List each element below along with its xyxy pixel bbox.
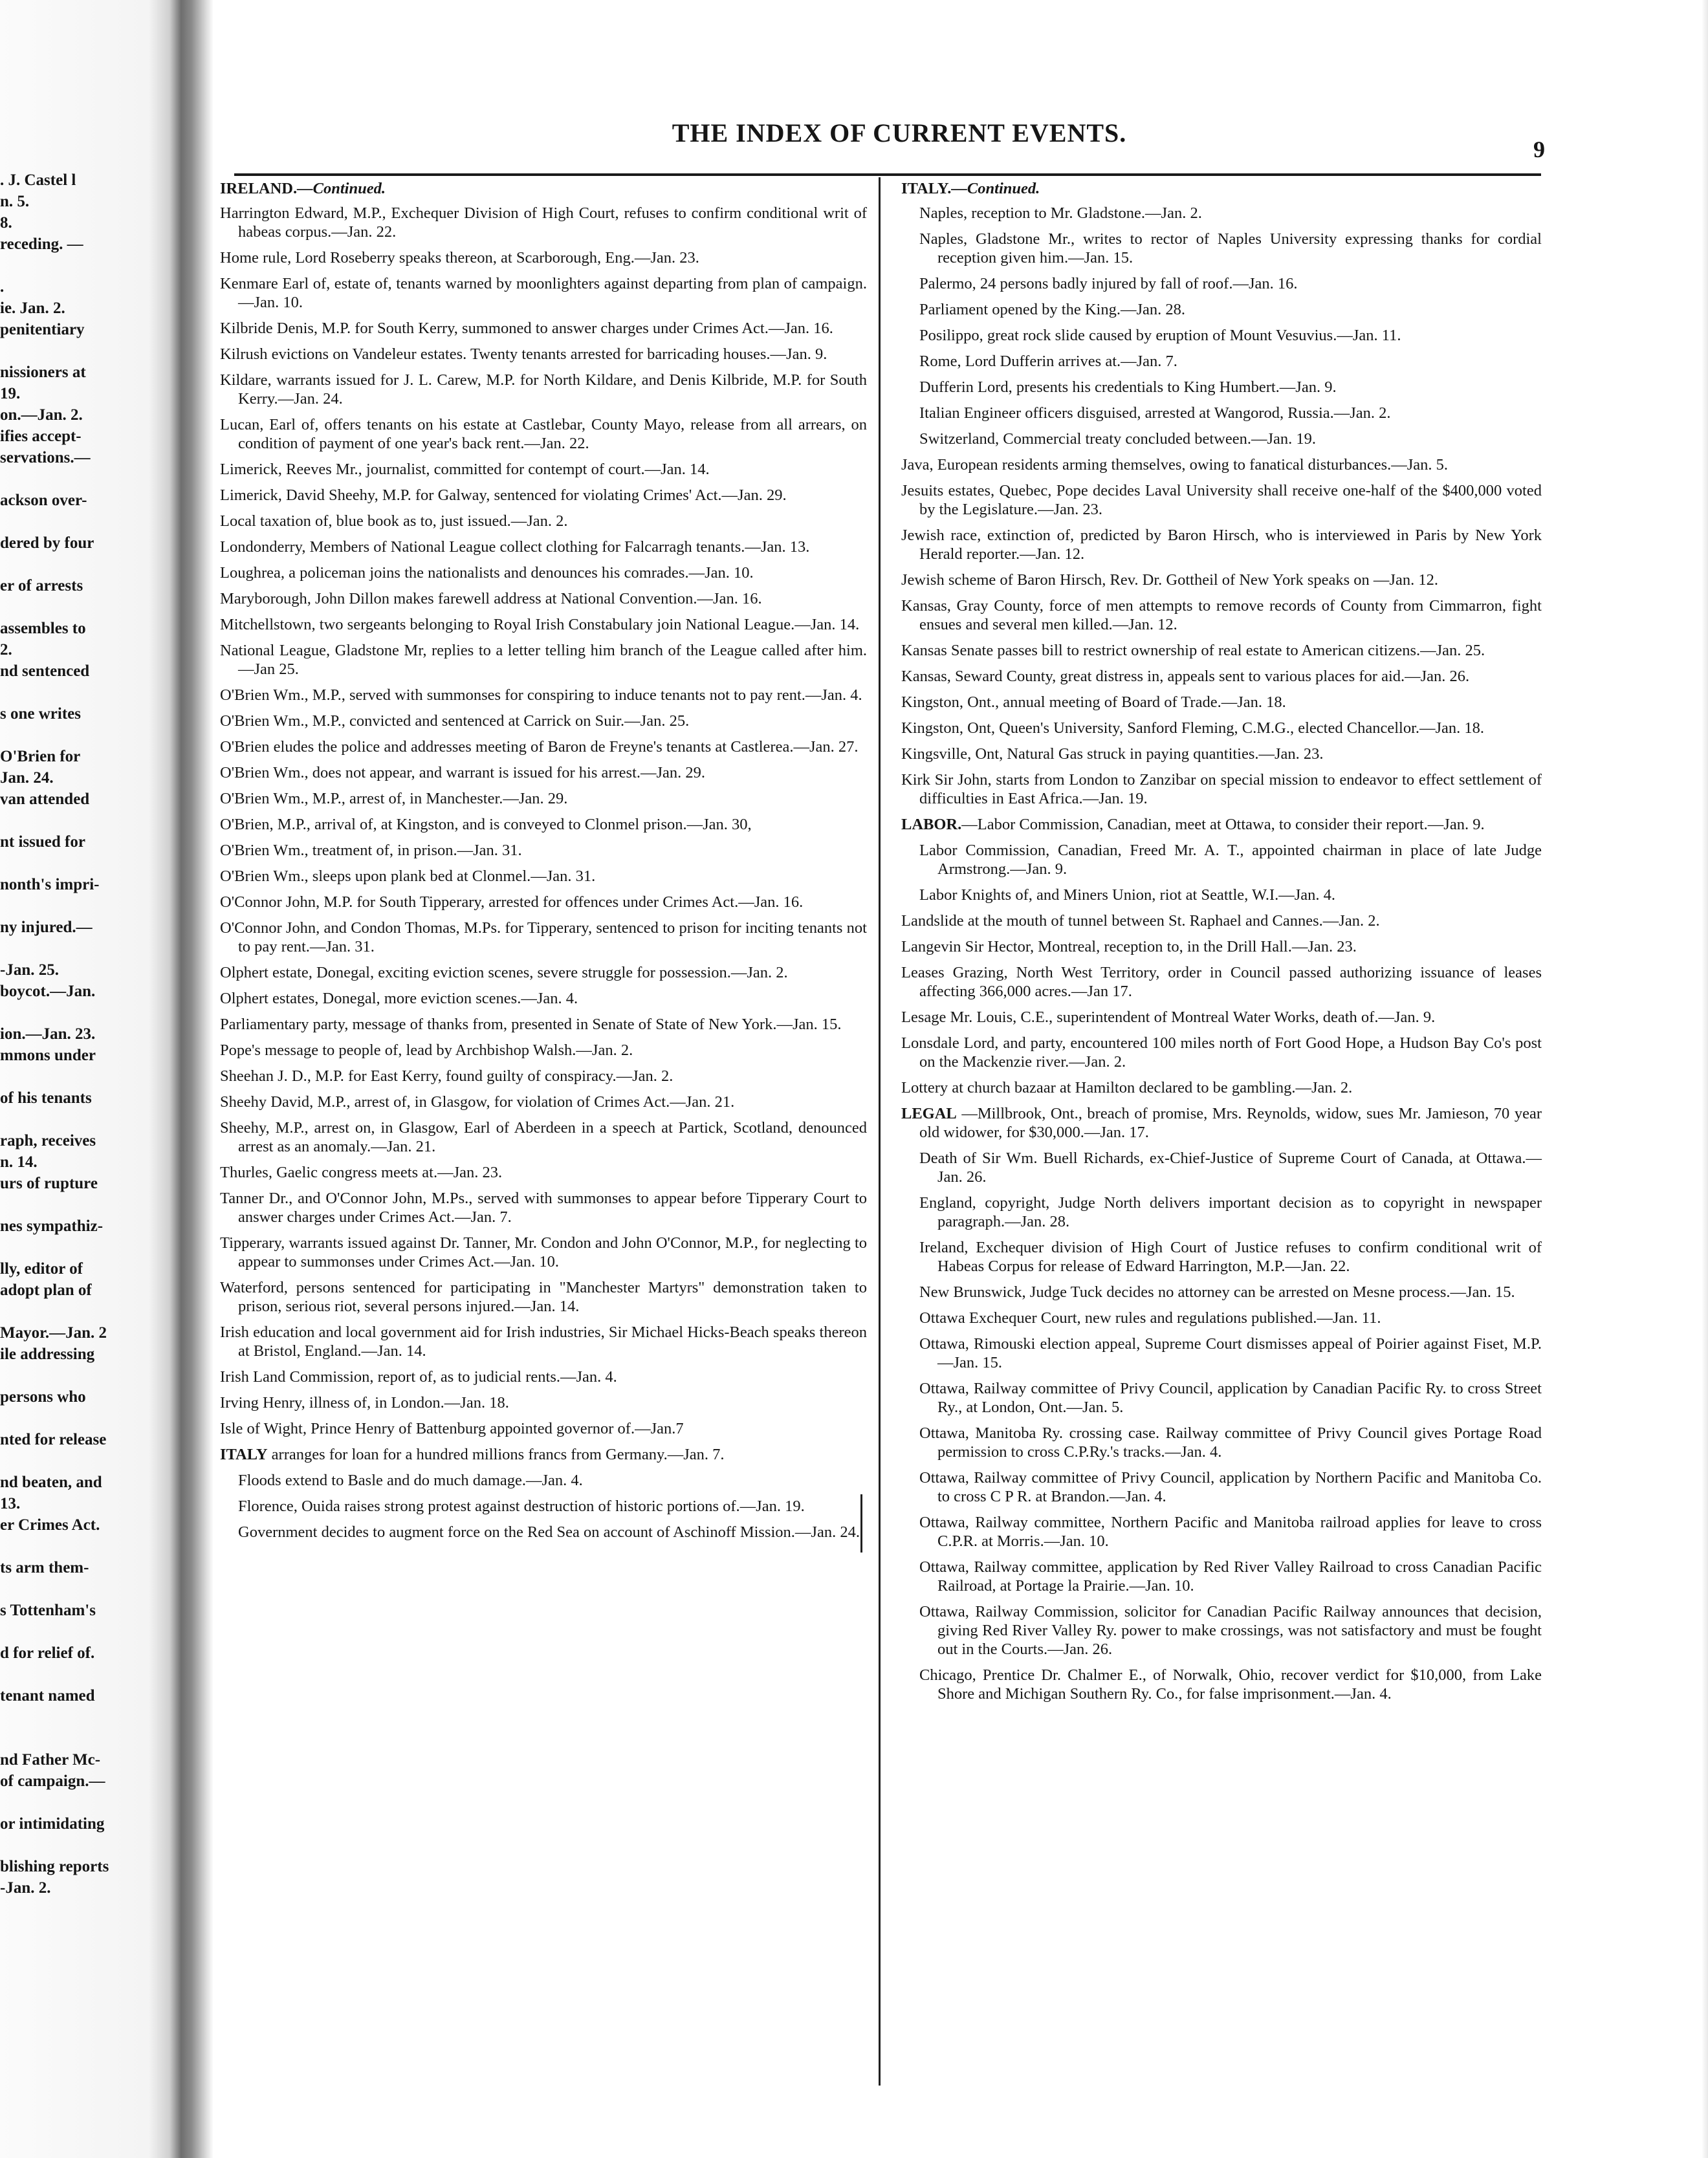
index-entry: O'Brien Wm., sleeps upon plank bed at Clonmel.—Jan. 31.: [220, 867, 596, 885]
facing-page-fragment: of his tenants: [0, 1089, 92, 1107]
index-entry: Olphert estates, Donegal, more eviction scenes.—Jan. 4.: [220, 990, 578, 1007]
facing-page-fragment: [0, 1578, 162, 1600]
facing-page-fragment: ie. Jan. 2.: [0, 300, 65, 317]
facing-page-fragment: [0, 725, 162, 746]
index-entry: Kildare, warrants issued for J. L. Carew, M.P. for North Kildare, and Denis Kilbride, M.P. for South Kerry.—Jan. 24.: [220, 371, 867, 408]
facing-page-fragment: nissioners at: [0, 364, 86, 381]
facing-page-fragment: [0, 1365, 162, 1386]
index-entry: Kansas Senate passes bill to restrict ownership of real estate to American citizens.—Jan. 25.: [901, 642, 1485, 659]
italy-entries: [220, 1471, 867, 1542]
index-entry: Londonderry, Members of National League collect clothing for Falcarragh tenants.—Jan. 13.: [220, 538, 810, 556]
index-entry: Government decides to augment force on the Red Sea on account of Aschinoff Mission.—Jan. 24.: [238, 1523, 860, 1541]
facing-page-fragment: -Jan. 25.: [0, 961, 59, 979]
index-entry: National League, Gladstone Mr, replies to a letter telling him branch of the League called after him.—Jan 25.: [220, 642, 867, 678]
facing-page-fragment: [0, 1002, 162, 1023]
legal-entries: [901, 1149, 1542, 1703]
facing-page-fragment: 13.: [0, 1495, 21, 1512]
left-column: [220, 178, 867, 1549]
index-entry: Mitchellstown, two sergeants belonging to Royal Irish Constabulary join National League.—Jan. 14.: [220, 616, 860, 633]
facing-page-fragment: urs of rupture: [0, 1175, 98, 1192]
index-entry: Kilrush evictions on Vandeleur estates. Twenty tenants arrested for barricading houses.—Jan. 9.: [220, 345, 827, 363]
facing-page-fragment: ifies accept-: [0, 428, 82, 445]
ireland-entries: [220, 204, 867, 1316]
section-heading-italy: [901, 179, 1542, 198]
facing-page-fragment: [0, 1450, 162, 1472]
facing-page-fragment: [0, 1621, 162, 1642]
facing-page-fragment: [0, 596, 162, 618]
facing-page-fragment: .: [0, 278, 5, 296]
index-entry: England, copyright, Judge North delivers important decision as to copyright in newspaper paragraph.—Jan. 28.: [919, 1194, 1542, 1230]
facing-page-fragment: . J. Castel l: [0, 171, 76, 189]
labor-heading-entry: [901, 815, 1542, 834]
facing-page-fragment: on.—Jan. 2.: [0, 406, 83, 424]
facing-page-fragment: ion.—Jan. 23.: [0, 1025, 96, 1043]
index-entry: Thurles, Gaelic congress meets at.—Jan. 23.: [220, 1164, 503, 1181]
index-entry: Loughrea, a policeman joins the nationalists and denounces his comrades.—Jan. 10.: [220, 564, 754, 582]
facing-page-fragment: van attended: [0, 790, 90, 808]
facing-page-fragment: [0, 340, 162, 362]
facing-page-fragment: adopt plan of: [0, 1281, 92, 1299]
index-entry: Java, European residents arming themselves, owing to fanatical disturbances.—Jan. 5.: [901, 456, 1449, 474]
index-entry: Leases Grazing, North West Territory, order in Council passed authorizing issuance of leases affecting 366,000 acres.—Jan 17.: [901, 964, 1542, 1000]
facing-page-fragment: ackson over-: [0, 492, 87, 509]
index-entry: Irish Land Commission, report of, as to judicial rents.—Jan. 4.: [220, 1368, 617, 1386]
italy-continued-entries: [901, 204, 1542, 448]
facing-page-fragment: -Jan. 2.: [0, 1879, 51, 1897]
facing-page-fragment: ile addressing: [0, 1346, 95, 1363]
index-entry: O'Brien Wm., treatment of, in prison.—Jan. 31.: [220, 842, 522, 859]
facing-page-fragment: nd Father Mc-: [0, 1751, 101, 1769]
facing-page-fragment: nonth's impri-: [0, 876, 100, 893]
column-divider: [879, 177, 881, 2086]
facing-page-fragment: [0, 682, 162, 703]
index-entry: Palermo, 24 persons badly injured by fall of roof.—Jan. 16.: [919, 275, 1298, 292]
index-entry: Maryborough, John Dillon makes farewell address at National Convention.—Jan. 16.: [220, 590, 762, 607]
facing-page-fragment: [0, 1301, 162, 1322]
index-entry: Sheehy, M.P., arrest on, in Glasgow, Earl of Aberdeen in a speech at Partick, Scotland, denounced arrest as an anomaly.—Jan. 21.: [220, 1119, 867, 1155]
index-entry: Lonsdale Lord, and party, encountered 100 miles north of Fort Good Hope, a Hudson Bay Co's post on the Mackenzie river.—Jan. 2.: [901, 1034, 1542, 1071]
italy-heading: ITALY: [220, 1446, 268, 1463]
facing-page-fragment: [0, 554, 162, 575]
facing-page-fragment: [0, 1835, 162, 1856]
facing-page-fragment: s Tottenham's: [0, 1602, 96, 1619]
facing-page-fragment: assembles to: [0, 620, 86, 637]
index-entry: Florence, Ouida raises strong protest against destruction of historic portions of.—Jan. 19.: [238, 1498, 805, 1515]
index-entry: O'Connor John, and Condon Thomas, M.Ps. for Tipperary, sentenced to prison for inciting tenants not to pay rent.—Jan. 31.: [220, 919, 867, 955]
facing-page-fragment: [0, 1066, 162, 1087]
index-entry: Landslide at the mouth of tunnel between St. Raphael and Cannes.—Jan. 2.: [901, 912, 1380, 930]
index-entry: Chicago, Prentice Dr. Chalmer E., of Norwalk, Ohio, recover verdict for $10,000, from Lake Shore and Michigan Southern Ry. Co., for false imprisonment.—Jan. 4.: [919, 1666, 1542, 1703]
italy-first-text: arranges for loan for a hundred millions francs from Germany.—Jan. 7.: [271, 1446, 725, 1463]
index-entry: Parliament opened by the King.—Jan. 28.: [919, 301, 1185, 318]
index-entry: Irving Henry, illness of, in London.—Jan. 18.: [220, 1394, 509, 1411]
index-entry: Jewish scheme of Baron Hirsch, Rev. Dr. Gottheil of New York speaks on —Jan. 12.: [901, 571, 1438, 589]
facing-page-fragment: lly, editor of: [0, 1260, 83, 1278]
facing-page-fragment: [0, 1237, 162, 1258]
page-edge: [1702, 0, 1708, 2158]
section-title: IRELAND.: [220, 180, 298, 197]
index-entry: Naples, Gladstone Mr., writes to rector of Naples University expressing thanks for cordial reception given him.—Jan. 15.: [919, 230, 1542, 267]
facing-page-fragment: [0, 255, 162, 276]
index-entry: Limerick, David Sheehy, M.P. for Galway, sentenced for violating Crimes' Act.—Jan. 29.: [220, 486, 787, 504]
facing-page-fragment: [0, 1536, 162, 1557]
facing-page-fragment: boycot.—Jan.: [0, 983, 96, 1000]
l-entries: [901, 911, 1542, 1097]
facing-page-fragment: n. 14.: [0, 1153, 38, 1171]
facing-page-fragment: nes sympathiz-: [0, 1217, 104, 1235]
facing-page-fragment: d for relief of.: [0, 1644, 95, 1662]
facing-page-fragment: 2.: [0, 641, 12, 659]
index-entry: Switzerland, Commercial treaty concluded between.—Jan. 19.: [919, 430, 1316, 448]
index-entry: Ottawa, Railway Commission, solicitor for Canadian Pacific Railway announces that decision, giving Red River Valley Ry. power to make crossings, was not satisfactory and must be fought out in the Courts.—Jan. 26.: [919, 1603, 1542, 1658]
misc-entries: [220, 1323, 867, 1438]
index-entry: Tanner Dr., and O'Connor John, M.Ps., served with summonses to appear before Tipperary Court to answer charges under Crimes Act.—Jan. 7.: [220, 1190, 867, 1226]
index-entry: Naples, reception to Mr. Gladstone.—Jan. 2.: [919, 204, 1202, 222]
index-entry: Home rule, Lord Roseberry speaks thereon, at Scarborough, Eng.—Jan. 23.: [220, 249, 699, 267]
index-entry: Lesage Mr. Louis, C.E., superintendent of Montreal Water Works, death of.—Jan. 9.: [901, 1008, 1436, 1026]
facing-page-fragment: [0, 810, 162, 831]
page-number: 9: [1533, 136, 1545, 162]
facing-page-fragment: tenant named: [0, 1687, 95, 1705]
facing-page-fragment: penitentiary: [0, 321, 85, 338]
index-entry: O'Brien Wm., does not appear, and warrant is issued for his arrest.—Jan. 29.: [220, 764, 706, 781]
facing-page-fragment: nt issued for: [0, 833, 85, 851]
index-entry: Pope's message to people of, lead by Archbishop Walsh.—Jan. 2.: [220, 1041, 633, 1059]
index-entry: Tipperary, warrants issued against Dr. Tanner, Mr. Condon and John O'Connor, M.P., for neglecting to appear to summonses under Crimes Act.—Jan. 10.: [220, 1234, 867, 1270]
index-entry: Rome, Lord Dufferin arrives at.—Jan. 7.: [919, 353, 1177, 370]
facing-page-fragment: ts arm them-: [0, 1559, 89, 1576]
facing-page-fragment: Jan. 24.: [0, 769, 54, 787]
running-title: THE INDEX OF CURRENT EVENTS.: [672, 118, 1127, 147]
facing-page-fragment: nd beaten, and: [0, 1474, 102, 1491]
facing-page-fragment: mmons under: [0, 1047, 96, 1064]
index-entry: Limerick, Reeves Mr., journalist, committed for contempt of court.—Jan. 14.: [220, 461, 710, 478]
index-entry: Kenmare Earl of, estate of, tenants warned by moonlighters against departing from plan of campaign.—Jan. 10.: [220, 275, 867, 311]
facing-page-fragment: [0, 511, 162, 532]
facing-page-fragment: [0, 1194, 162, 1215]
legal-first-text: —Millbrook, Ont., breach of promise, Mrs. Reynolds, widow, sues Mr. Jamieson, 70 year old widower, for $30,000.—Jan. 17.: [919, 1105, 1542, 1141]
facing-page-fragment: s one writes: [0, 705, 81, 723]
index-entry: O'Brien, M.P., arrival of, at Kingston, and is conveyed to Clonmel prison.—Jan. 30,: [220, 816, 752, 833]
index-entry: O'Brien Wm., M.P., convicted and sentenced at Carrick on Suir.—Jan. 25.: [220, 712, 690, 730]
index-entry: Death of Sir Wm. Buell Richards, ex-Chief-Justice of Supreme Court of Canada, at Ottawa.—Jan. 26.: [919, 1150, 1542, 1186]
index-entry: Kingsville, Ont, Natural Gas struck in paying quantities.—Jan. 23.: [901, 745, 1324, 763]
facing-page-fragment: blishing reports: [0, 1858, 109, 1875]
facing-page-fragment: [0, 1408, 162, 1429]
index-entry: Parliamentary party, message of thanks from, presented in Senate of State of New York.—Jan. 15.: [220, 1016, 842, 1033]
index-entry: Kirk Sir John, starts from London to Zanzibar on special mission to endeavor to effect settlement of difficulties in East Africa.—Jan. 19.: [901, 771, 1542, 807]
facing-page-fragment: [0, 853, 162, 874]
section-heading-ireland: [220, 179, 867, 198]
facing-page-fragment: [0, 1706, 162, 1728]
index-entry: Jewish race, extinction of, predicted by Baron Hirsch, who is interviewed in Paris by New York Herald reporter.—Jan. 12.: [901, 527, 1542, 563]
index-entry: Sheehan J. D., M.P. for East Kerry, found guilty of conspiracy.—Jan. 2.: [220, 1067, 673, 1085]
facing-page-fragment: 8.: [0, 214, 12, 232]
facing-page-fragment: [0, 1109, 162, 1130]
index-entry: Ireland, Exchequer division of High Court of Justice refuses to confirm conditional writ of Habeas Corpus for release of Edward Harrington, M.P.—Jan. 22.: [919, 1239, 1542, 1275]
facing-page-fragment: nd sentenced: [0, 662, 90, 680]
facing-page-fragment: O'Brien for: [0, 748, 81, 765]
index-entry: Kingston, Ont, Queen's University, Sanford Fleming, C.M.G., elected Chancellor.—Jan. 18.: [901, 719, 1485, 737]
facing-page-fragment: [0, 1792, 162, 1813]
index-entry: Dufferin Lord, presents his credentials to King Humbert.—Jan. 9.: [919, 378, 1337, 396]
index-entry: New Brunswick, Judge Tuck decides no attorney can be arrested on Mesne process.—Jan. 15.: [919, 1283, 1515, 1301]
facing-page-fragment: persons who: [0, 1388, 86, 1406]
facing-page-fragment: nted for release: [0, 1431, 107, 1448]
index-entry: Kingston, Ont., annual meeting of Board of Trade.—Jan. 18.: [901, 693, 1286, 711]
index-entry: Irish education and local government aid for Irish industries, Sir Michael Hicks-Beach speaks thereon at Bristol, England.—Jan. 14.: [220, 1324, 867, 1360]
index-entry: Local taxation of, blue book as to, just issued.—Jan. 2.: [220, 512, 568, 530]
index-entry: O'Brien eludes the police and addresses meeting of Baron de Freyne's tenants at Castlerea.—Jan. 27.: [220, 738, 859, 756]
index-entry: Ottawa, Manitoba Ry. crossing case. Railway committee of Privy Council gives Portage Road permission to cross C.P.Ry.'s tracks.—Jan. 4.: [919, 1424, 1542, 1461]
facing-page-fragment: or intimidating: [0, 1815, 105, 1833]
facing-page-fragment: 19.: [0, 385, 21, 402]
index-entry: Ottawa, Rimouski election appeal, Supreme Court dismisses appeal of Poirier against Fiset, M.P.—Jan. 15.: [919, 1335, 1542, 1371]
section-title: ITALY.: [901, 180, 952, 197]
index-entry: O'Brien Wm., M.P., arrest of, in Manchester.—Jan. 29.: [220, 790, 568, 807]
index-entry: Ottawa, Railway committee, Northern Pacific and Manitoba railroad applies for leave to cross C.P.R. at Morris.—Jan. 10.: [919, 1514, 1542, 1550]
italy-heading-entry: [220, 1445, 867, 1464]
header-rule: [234, 173, 1541, 176]
index-entry: Olphert estate, Donegal, exciting eviction scenes, severe struggle for possession.—Jan. 2.: [220, 964, 788, 981]
legal-heading: LEGAL: [901, 1105, 957, 1122]
index-entry: Isle of Wight, Prince Henry of Battenburg appointed governor of.—Jan.7: [220, 1420, 684, 1437]
facing-page-fragment: er of arrests: [0, 577, 83, 594]
index-entry: O'Brien Wm., M.P., served with summonses for conspiring to induce tenants not to pay rent.—Jan. 4.: [220, 686, 862, 704]
facing-page-fragment: receding. —: [0, 235, 83, 253]
facing-page-fragment: [0, 1728, 162, 1749]
facing-page-fragment: [0, 468, 162, 490]
facing-page-fragment: [0, 1664, 162, 1685]
facing-page-fragment: [0, 895, 162, 917]
index-entry: Sheehy David, M.P., arrest of, in Glasgow, for violation of Crimes Act.—Jan. 21.: [220, 1093, 735, 1111]
index-entry: Labor Commission, Canadian, Freed Mr. A. T., appointed chairman in place of late Judge Armstrong.—Jan. 9.: [919, 842, 1542, 878]
index-entry: Kansas, Seward County, great distress in, appeals sent to various places for aid.—Jan. 26.: [901, 668, 1470, 685]
facing-page-fragment: raph, receives: [0, 1132, 96, 1150]
index-entry: Langevin Sir Hector, Montreal, reception to, in the Drill Hall.—Jan. 23.: [901, 938, 1357, 955]
labor-first-text: —Labor Commission, Canadian, meet at Ottawa, to consider their report.—Jan. 9.: [961, 816, 1485, 833]
index-entry: Harrington Edward, M.P., Exchequer Division of High Court, refuses to confirm conditional writ of habeas corpus.—Jan. 22.: [220, 204, 867, 241]
section-continued: —Continued.: [951, 180, 1040, 197]
section-continued: —Continued.: [297, 180, 386, 197]
index-entry: Labor Knights of, and Miners Union, riot at Seattle, W.I.—Jan. 4.: [919, 886, 1336, 904]
index-entry: Ottawa Exchequer Court, new rules and regulations published.—Jan. 11.: [919, 1309, 1381, 1327]
index-entry: Kilbride Denis, M.P. for South Kerry, summoned to answer charges under Crimes Act.—Jan. 16.: [220, 320, 833, 337]
facing-page-fragment: Mayor.—Jan. 2: [0, 1324, 107, 1342]
facing-page-fragment: dered by four: [0, 534, 94, 552]
facing-page-fragment: [0, 938, 162, 959]
index-entry: Ottawa, Railway committee of Privy Council, application by Canadian Pacific Ry. to cross Street Ry., at London, Ont.—Jan. 5.: [919, 1380, 1542, 1416]
facing-page-fragment: ny injured.—: [0, 919, 93, 936]
facing-page-fragment: er Crimes Act.: [0, 1516, 100, 1534]
index-entry: Italian Engineer officers disguised, arrested at Wangorod, Russia.—Jan. 2.: [919, 404, 1391, 422]
facing-page-fragment: servations.—: [0, 449, 91, 466]
index-entry: Posilippo, great rock slide caused by eruption of Mount Vesuvius.—Jan. 11.: [919, 327, 1401, 344]
index-entry: Jesuits estates, Quebec, Pope decides Laval University shall receive one-half of the $400,000 voted by the Legislature.—Jan. 23.: [901, 482, 1542, 518]
legal-heading-entry: [901, 1104, 1542, 1142]
j-k-entries: [901, 455, 1542, 808]
index-entry: Ottawa, Railway committee of Privy Council, application by Northern Pacific and Manitoba Co. to cross C P R. at Brandon.—Jan. 4.: [919, 1469, 1542, 1505]
index-entry: Kansas, Gray County, force of men attempts to remove records of County from Cimmarron, fight ensues and several men killed.—Jan. 12.: [901, 597, 1542, 633]
index-entry: Waterford, persons sentenced for participating in "Manchester Martyrs" demonstration taken to prison, serious riot, several persons injured.—Jan. 14.: [220, 1279, 867, 1315]
facing-page-fragment: n. 5.: [0, 193, 30, 210]
facing-page-fragment: of campaign.—: [0, 1772, 105, 1790]
index-entry: Ottawa, Railway committee, application by Red River Valley Railroad to cross Canadian Pacific Railroad, at Portage la Prairie.—Jan. 10.: [919, 1558, 1542, 1595]
index-entry: Floods extend to Basle and do much damage.—Jan. 4.: [238, 1472, 583, 1489]
facing-page-fragments: [0, 169, 162, 1899]
right-column: [901, 178, 1542, 1710]
index-entry: O'Connor John, M.P. for South Tipperary, arrested for offences under Crimes Act.—Jan. 16.: [220, 893, 804, 911]
index-entry: Lottery at church bazaar at Hamilton declared to be gambling.—Jan. 2.: [901, 1079, 1353, 1096]
labor-heading: LABOR.: [901, 816, 962, 833]
index-entry: Lucan, Earl of, offers tenants on his estate at Castlebar, County Mayo, release from all arrears, on condition of payment of one year's back rent.—Jan. 22.: [220, 416, 867, 452]
labor-entries: [901, 841, 1542, 904]
